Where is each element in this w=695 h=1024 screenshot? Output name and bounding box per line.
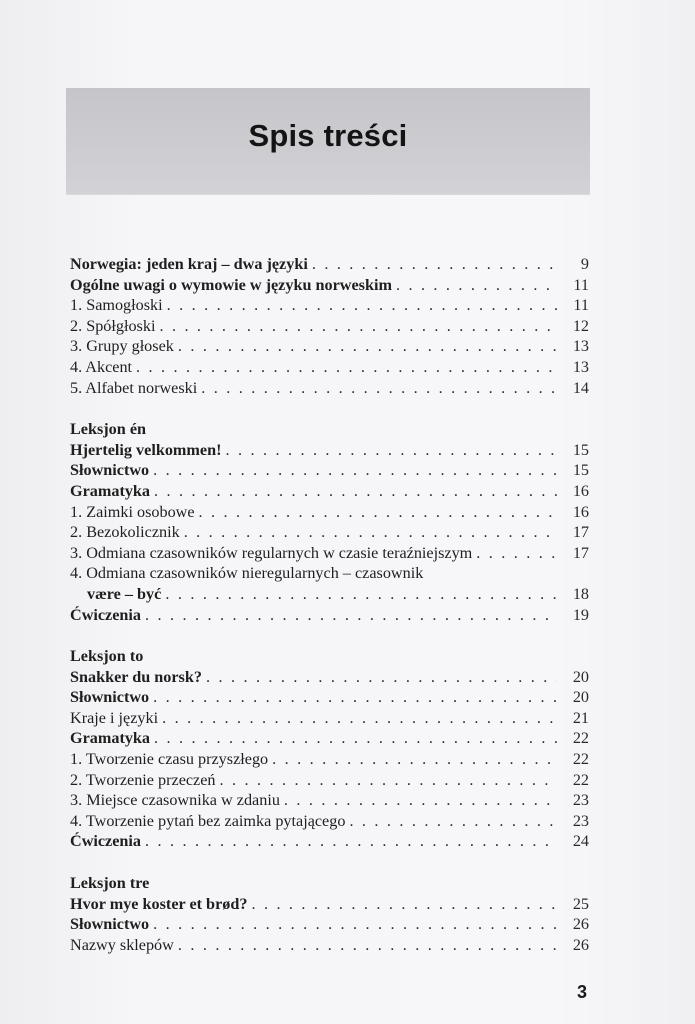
toc-entry-page: 23: [572, 791, 589, 810]
dot-leader: [184, 522, 557, 543]
toc-entry-page: 16: [572, 481, 589, 500]
toc-entry-label: 1. Tworzenie czasu przyszłego: [70, 750, 269, 769]
toc-entry-label: Gramatyka: [70, 729, 151, 748]
toc-entry-label: Gramatyka: [70, 481, 151, 500]
toc-entry: [70, 275, 589, 296]
dot-leader: [153, 460, 557, 481]
dot-leader: [206, 667, 557, 688]
dot-leader: [199, 502, 557, 523]
toc-entry-label: 1. Zaimki osobowe: [70, 502, 195, 521]
toc-entry: [70, 770, 589, 791]
dot-leader: [136, 357, 557, 378]
toc-entry-label: Nazwy sklepów: [70, 935, 174, 954]
dot-leader: [396, 275, 557, 296]
toc-entry-label: 2. Spółgłoski: [70, 316, 156, 335]
dot-leader: [167, 295, 557, 316]
toc-entry: [70, 605, 589, 626]
toc-entry: [70, 935, 589, 956]
toc-entry-page: 22: [572, 770, 589, 789]
toc-entry: [70, 914, 589, 935]
dot-leader: [154, 728, 557, 749]
toc-entry-label: Słownictwo: [70, 915, 150, 934]
dot-leader: [145, 831, 557, 852]
dot-leader: [251, 894, 557, 915]
dot-leader: [312, 254, 557, 275]
dot-leader: [220, 770, 557, 791]
toc-entry-page: 15: [572, 461, 589, 480]
toc-entry-label: 1. Samogłoski: [70, 296, 163, 315]
toc-entry: [70, 336, 589, 357]
toc-section: [70, 419, 589, 625]
dot-leader: [154, 481, 557, 502]
toc-entry-page: 13: [572, 337, 589, 356]
toc-entry-page: 22: [572, 729, 589, 748]
toc-entry-page: 26: [572, 935, 589, 954]
toc-entry-label: 3. Grupy głosek: [70, 337, 174, 356]
toc-entry: [70, 749, 589, 770]
dot-leader: [153, 687, 557, 708]
toc-entry-page: 21: [572, 708, 589, 727]
toc-entry-label: Ćwiczenia: [70, 605, 142, 624]
toc-entry: [70, 460, 589, 481]
toc-entry-page: 25: [572, 894, 589, 913]
toc-entry-page: 15: [572, 440, 589, 459]
toc-entry: [70, 667, 589, 688]
toc-entry: [70, 378, 589, 399]
toc-entry-page: 9: [580, 255, 589, 273]
toc-entry-label: Snakker du norsk?: [70, 667, 202, 686]
toc-entry: [70, 584, 589, 605]
toc-entry-page: 12: [572, 316, 589, 335]
toc-entry-label: være – być: [87, 584, 162, 603]
toc-entry-page: 11: [573, 296, 589, 315]
title-band: [66, 88, 590, 194]
toc-entry-label: Hjertelig velkommen!: [70, 440, 222, 459]
toc-entry: [70, 254, 589, 275]
toc-entry: [70, 894, 589, 915]
toc-entry-page: 18: [572, 584, 589, 603]
lesson-heading: Leksjon tre: [70, 874, 150, 893]
toc-entry-page: 19: [572, 605, 589, 624]
toc-entry: [70, 440, 589, 461]
toc-entry-page: 24: [572, 832, 589, 851]
toc-entry: [70, 831, 589, 852]
toc-entry-label: 2. Bezokolicznik: [70, 523, 180, 542]
toc-entry-label: Norwegia: jeden kraj – dwa języki: [70, 255, 308, 273]
toc-entry: [70, 316, 589, 337]
toc-entry-label: 4. Tworzenie pytań bez zaimka pytającego: [70, 811, 346, 830]
toc-entry-label: 4. Akcent: [70, 357, 133, 376]
toc-entry-label: Hvor mye koster et brød?: [70, 894, 248, 913]
toc-entry: [70, 357, 589, 378]
toc-entry-page: 20: [572, 667, 589, 686]
dot-leader: [178, 935, 557, 956]
toc-entry: [70, 790, 589, 811]
toc-entry-page: 22: [572, 750, 589, 769]
toc-entry-page: 23: [572, 811, 589, 830]
toc-entry: [70, 543, 589, 564]
toc-entry-page: 11: [573, 275, 589, 294]
toc-entry-page: 17: [572, 523, 589, 542]
dot-leader: [349, 811, 557, 832]
toc-entry-page: 16: [572, 502, 589, 521]
toc-entry-page: 14: [572, 378, 589, 397]
toc-entry: [70, 295, 589, 316]
toc-section: [70, 646, 589, 852]
toc-entry: [70, 708, 589, 729]
dot-leader: [476, 543, 557, 564]
toc-entry-label: 5. Alfabet norweski: [70, 378, 198, 397]
page-number: 3: [577, 982, 588, 1002]
toc-entry-page: 17: [572, 543, 589, 562]
toc-entry-label: Słownictwo: [70, 688, 150, 707]
toc-entry-line: 4. Odmiana czasowników nieregularnych – czasownik: [70, 564, 424, 583]
toc-entry-label: 3. Miejsce czasownika w zdaniu: [70, 791, 280, 810]
toc-entry: [70, 687, 589, 708]
table-of-contents: [70, 254, 589, 976]
toc-entry-label: Ogólne uwagi o wymowie w języku norweskim: [70, 275, 392, 294]
toc-section: [70, 254, 589, 398]
toc-entry: [70, 728, 589, 749]
dot-leader: [225, 440, 557, 461]
dot-leader: [165, 584, 557, 605]
dot-leader: [159, 316, 557, 337]
lesson-heading: Leksjon én: [70, 420, 147, 439]
dot-leader: [201, 378, 557, 399]
toc-entry-page: 26: [572, 915, 589, 934]
dot-leader: [145, 605, 557, 626]
toc-entry-page: 13: [572, 357, 589, 376]
toc-entry-label: Słownictwo: [70, 461, 150, 480]
toc-entry-label: 2. Tworzenie przeczeń: [70, 770, 216, 789]
dot-leader: [162, 708, 557, 729]
toc-entry: [70, 481, 589, 502]
dot-leader: [272, 749, 557, 770]
toc-entry: [70, 502, 589, 523]
toc-entry: [70, 811, 589, 832]
toc-entry-label: Ćwiczenia: [70, 832, 142, 851]
dot-leader: [284, 790, 557, 811]
toc-entry-label: 3. Odmiana czasowników regularnych w czasie teraźniejszym: [70, 543, 473, 562]
dot-leader: [178, 336, 557, 357]
page-title: Spis treści: [248, 118, 408, 153]
toc-entry-page: 20: [572, 688, 589, 707]
toc-entry-label: Kraje i języki: [70, 708, 159, 727]
toc-entry: [70, 522, 589, 543]
dot-leader: [153, 914, 557, 935]
toc-section: [70, 873, 589, 955]
lesson-heading: Leksjon to: [70, 647, 144, 666]
